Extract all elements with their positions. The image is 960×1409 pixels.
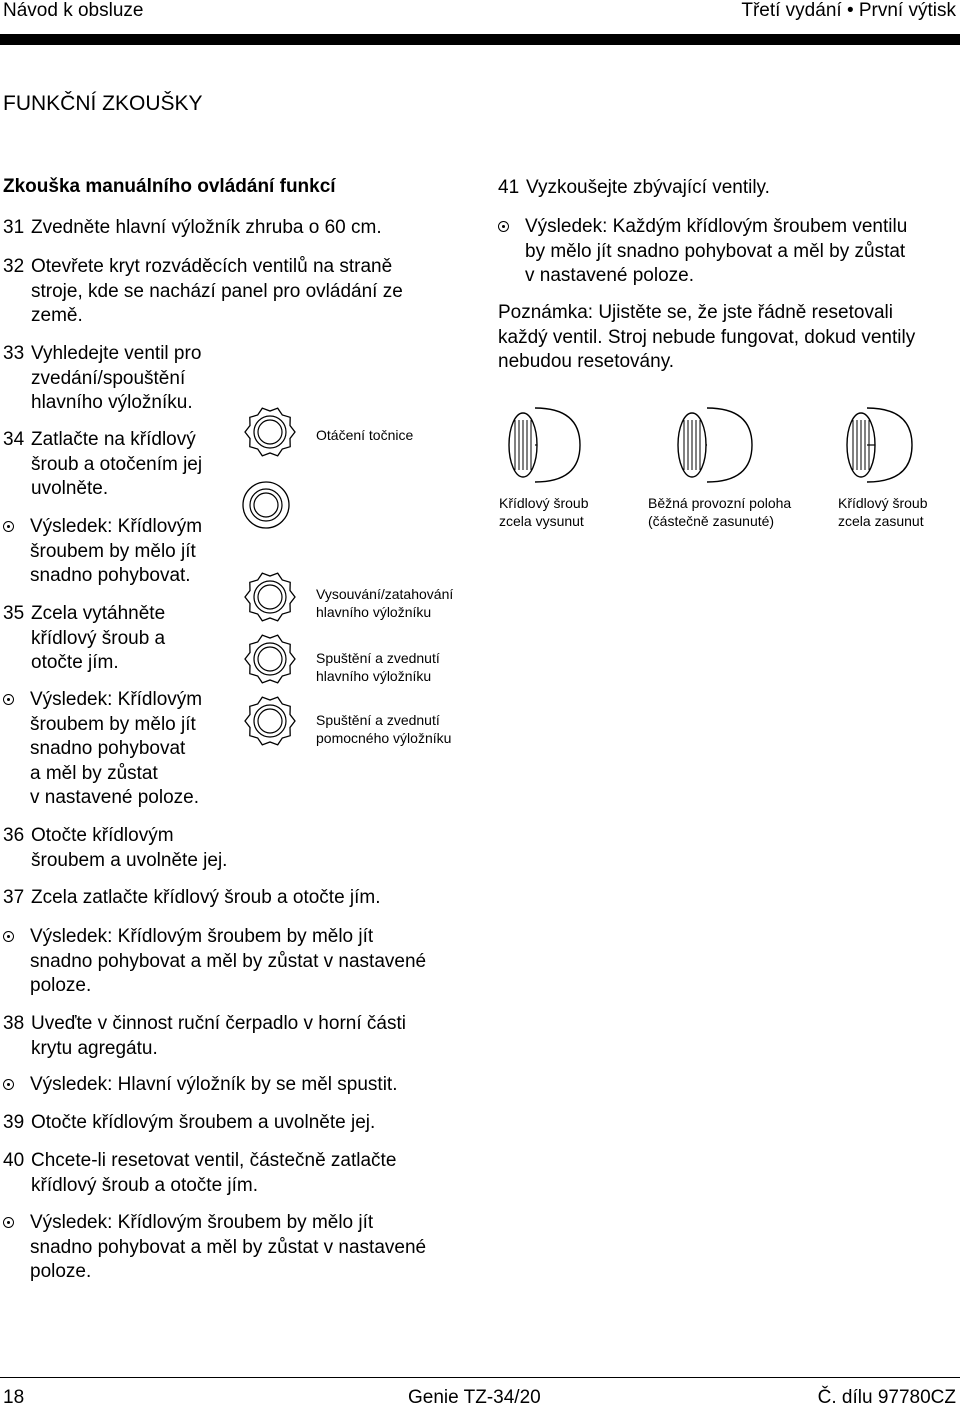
step-text-line: Otevřete kryt rozváděcích ventilů na straně [31, 256, 393, 277]
result-40 [3, 1211, 473, 1285]
label-line: hlavního výložníku [316, 668, 432, 684]
label-line: (částečně zasunuté) [648, 513, 775, 529]
result-text-line: Výsledek: Křídlovým šroubem by mělo jít [30, 926, 374, 947]
result-text-line: v nastavené poloze. [525, 265, 695, 286]
result-34 [3, 515, 243, 589]
result-text-line: snadno pohybovat. [30, 565, 191, 586]
step-number: 34 [3, 429, 25, 450]
result-text-line: snadno pohybovat [30, 738, 186, 759]
step-41 [498, 176, 953, 201]
result-text-line: snadno pohybovat a měl by zůstat v nastavené [30, 950, 427, 972]
label-line: Spuštění a zvednutí [316, 650, 440, 666]
note [498, 301, 958, 375]
step-number: 37 [3, 887, 25, 908]
step-number: 39 [3, 1112, 25, 1133]
step-text-line: zvedání/spouštění [31, 367, 186, 389]
model-name: Genie TZ-34/20 [408, 1387, 541, 1408]
label-knob-out [499, 494, 588, 530]
label-extend-retract [316, 585, 453, 621]
knob-partially-in-icon [678, 408, 752, 482]
step-35 [3, 602, 243, 676]
step-text-line: Zcela vytáhněte [31, 603, 166, 624]
note-line: nebudou resetovány. [498, 351, 675, 372]
step-number: 33 [3, 343, 25, 364]
result-bullet-icon [498, 221, 509, 232]
step-text-line: Uveďte v činnost ruční čerpadlo v horní části [31, 1013, 406, 1034]
label-knob-in [838, 494, 927, 530]
result-bullet-icon [3, 1079, 14, 1090]
step-text: Vyzkoušejte zbývající ventily. [526, 177, 770, 198]
result-35 [3, 688, 243, 811]
step-33 [3, 342, 243, 416]
step-text-line: otočte jím. [31, 652, 119, 673]
step-37 [3, 886, 463, 911]
knob-positions-illustration [495, 400, 955, 490]
label-line: Křídlový šroub [499, 495, 589, 511]
result-38 [3, 1073, 473, 1098]
result-bullet-icon [3, 694, 14, 705]
result-bullet-icon [3, 1217, 14, 1228]
step-text-line: hlavního výložníku. [31, 392, 193, 413]
header-right: Třetí vydání • První výtisk [741, 0, 956, 21]
step-text: Zcela zatlačte křídlový šroub a otočte jím. [31, 887, 381, 908]
result-text-line: Výsledek: Křídlovým [30, 516, 203, 537]
step-number: 36 [3, 825, 25, 846]
result-text: Výsledek: Hlavní výložník by se měl spustit. [30, 1074, 398, 1095]
label-line: pomocného výložníku [316, 730, 452, 746]
knob-fully-in-icon [847, 408, 912, 482]
step-text-line: uvolněte. [31, 478, 109, 499]
step-number: 32 [3, 256, 25, 277]
result-text-line: šroubem by mělo jít [30, 713, 196, 735]
step-number: 40 [3, 1150, 25, 1171]
result-text-line: Výsledek: Křídlovým [30, 689, 203, 710]
section-title: FUNKČNÍ ZKOUŠKY [3, 92, 203, 115]
step-36 [3, 824, 263, 873]
result-text-line: v nastavené poloze. [30, 787, 200, 808]
result-text-line: a měl by zůstat [30, 762, 158, 784]
label-primary-boom [316, 649, 440, 685]
valve-knob-turntable-icon [245, 408, 295, 456]
result-bullet-icon [3, 521, 14, 532]
step-text-line: Zatlačte na křídlový [31, 429, 196, 450]
label-line: Křídlový šroub [838, 495, 928, 511]
step-text-line: země. [31, 305, 83, 326]
step-number: 35 [3, 603, 25, 624]
step-32 [3, 255, 463, 329]
label-line: Běžná provozní poloha [648, 495, 792, 511]
result-text-line: šroubem by mělo jít [30, 540, 196, 562]
note-line: každý ventil. Stroj nebude fungovat, dokud ventily [498, 326, 916, 348]
step-text-line: Chcete-li resetovat ventil, částečně zatlačte [31, 1150, 397, 1171]
step-text-line: stroje, kde se nachází panel pro ovládání ze [31, 280, 403, 302]
result-text-line: Výsledek: Každým křídlovým šroubem ventilu [525, 216, 908, 237]
valve-knob-secondary-icon [245, 697, 295, 745]
result-text-line: poloze. [30, 975, 92, 996]
valve-knob-extend-icon [245, 573, 295, 621]
label-secondary-boom [316, 711, 451, 747]
step-number: 38 [3, 1013, 25, 1034]
label-line: zcela zasunut [838, 513, 924, 529]
result-text-line: Výsledek: Křídlovým šroubem by mělo jít [30, 1212, 374, 1233]
step-text-line: šroubem a uvolněte jej. [31, 849, 228, 871]
step-number: 31 [3, 217, 25, 238]
label-knob-normal [648, 494, 791, 530]
valve-panel-illustration [230, 400, 310, 780]
result-41 [498, 215, 953, 289]
step-38 [3, 1012, 473, 1061]
step-40 [3, 1149, 473, 1198]
step-number: 41 [498, 177, 520, 198]
step-text-line: křídlový šroub a otočte jím. [31, 1174, 259, 1196]
result-bullet-icon [3, 931, 14, 942]
label-line: Spuštění a zvednutí [316, 712, 440, 728]
result-text-line: snadno pohybovat a měl by zůstat v nastavené [30, 1236, 427, 1258]
result-text-line: by mělo jít snadno pohybovat a měl by zůstat [525, 240, 906, 262]
label-line: Vysouvání/zatahování [316, 586, 454, 602]
step-31 [3, 216, 463, 241]
label-line: zcela vysunut [499, 513, 584, 529]
step-text: Otočte křídlovým šroubem a uvolněte jej. [31, 1112, 376, 1133]
footer-rule [0, 1377, 960, 1378]
step-34 [3, 428, 243, 502]
header-left: Návod k obsluze [3, 0, 144, 21]
step-text-line: krytu agregátu. [31, 1037, 158, 1059]
step-text-line: Otočte křídlovým [31, 825, 174, 846]
valve-knob-primary-icon [245, 635, 295, 683]
step-text-line: křídlový šroub a [31, 627, 166, 649]
label-turntable: Otáčení točnice [316, 427, 414, 443]
label-line: hlavního výložníku [316, 604, 432, 620]
step-39 [3, 1111, 473, 1136]
step-text: Zvedněte hlavní výložník zhruba o 60 cm. [31, 217, 382, 238]
part-number: Č. dílu 97780CZ [817, 1387, 956, 1408]
page-number: 18 [3, 1387, 25, 1408]
header-rule [0, 34, 960, 45]
step-text-line: Vyhledejte ventil pro [31, 343, 202, 364]
note-line: Poznámka: Ujistěte se, že jste řádně resetovali [498, 302, 893, 323]
knob-fully-out-icon [509, 408, 580, 482]
result-text-line: poloze. [30, 1261, 92, 1282]
valve-knob-blank-icon [243, 482, 289, 528]
subheading: Zkouška manuálního ovládání funkcí [3, 176, 336, 197]
result-37 [3, 925, 473, 999]
step-text-line: šroub a otočením jej [31, 453, 203, 475]
